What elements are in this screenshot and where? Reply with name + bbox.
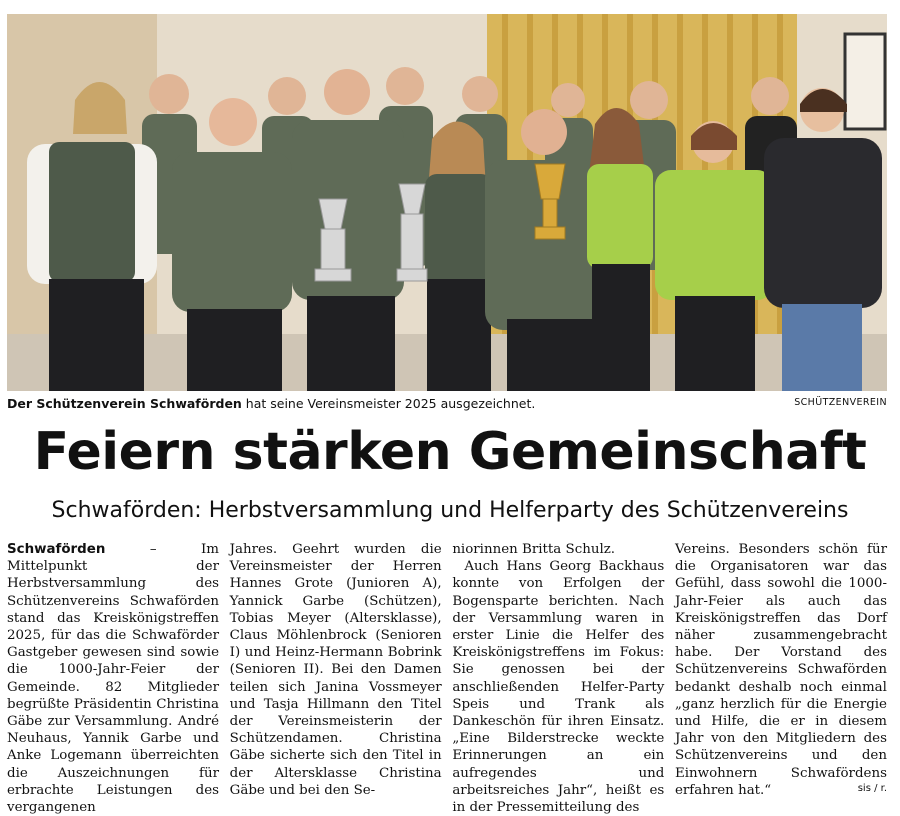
article-photo: [7, 14, 887, 391]
column-4-text: Vereins. Besonders schön für die Organisatoren war das Gefühl, dass sowohl die 1000-Jahr-Feier als auch das Kreiskönigstreffen das Dorf näher zusammengebracht habe. Der Vorstand des Schützenvereins Schwaförden bedankt deshalb noch einmal „ganz herzlich für die Energie und Hilfe, die er in diesem Jahr von den Mitgliedern des Schützenvereins und den Einwohnern Schwafördens erfahren hat.“: [674, 542, 887, 798]
column-3-paragraph-1: niorinnen Britta Schulz.: [452, 542, 616, 557]
photo-caption: [7, 395, 887, 413]
caption-lead: Der Schützenverein Schwaförden: [7, 396, 242, 411]
group-photo-illustration: [7, 14, 887, 391]
article-subheadline: Schwaförden: Herbstversammlung und Helferparty des Schützenvereins: [51, 498, 849, 523]
column-2-text: Jahres. Geehrt wurden die Vereinsmeister der Herren Hannes Grote (Junioren A), Yannick Garbe (Schützen), Tobias Meyer (Altersklasse), Claus Möhlenbrock (Senioren I) und Heinz-Hermann Bobrink (Senioren II). Bei den Damen teilen sich Janina Vossmeyer und Tasja Hillmann den Titel der Vereinsmeisterin der Schützendamen. Christina Gäbe sicherte sich den Titel in der Altersklasse Christina Gäbe und bei den Se-: [229, 542, 442, 798]
caption-text: hat seine Vereinsmeister 2025 ausgezeichnet.: [241, 396, 536, 411]
article-column-4: [675, 541, 887, 803]
dateline: Schwaförden: [7, 542, 106, 557]
article-column-3: [452, 541, 665, 816]
column-3-paragraph-2: Auch Hans Georg Backhaus konnte von Erfolgen der Bogensparte berichten. Nach der Versammlung waren in erster Linie die Helfer des Kreiskönigstreffens im Fokus: Sie genossen bei der anschließenden Helfer-Party Speis und Trank als Dankeschön für ihren Einsatz. „Eine Bilderstrecke weckte Erinnerungen an ein aufregendes und arbeitsreiches Jahr“, heißt es in der Pressemitteilung des: [452, 559, 665, 816]
photo-credit: SCHÜTZENVEREIN: [794, 397, 887, 408]
article-column-2: [230, 541, 442, 803]
author-sign: sis / r.: [857, 783, 887, 794]
article-body: [7, 541, 887, 816]
article-column-1: [7, 541, 219, 816]
column-1-text: – Im Mittelpunkt der Herbstversammlung des Schützenvereins Schwaförden stand das Kreiskönigstreffen 2025, für das die Schwaförder Gastgeber gewesen sind sowie die 1000-Jahr-Feier der Gemeinde. 82 Mitglieder begrüßte Präsidentin Christina Gäbe zur Versammlung. André Neuhaus, Yannik Garbe und Anke Logemann überreichten die Auszeichnungen für erbrachte Leistungen des vergangenen: [7, 542, 219, 816]
article-headline: Feiern stärken Gemeinschaft: [33, 422, 867, 482]
